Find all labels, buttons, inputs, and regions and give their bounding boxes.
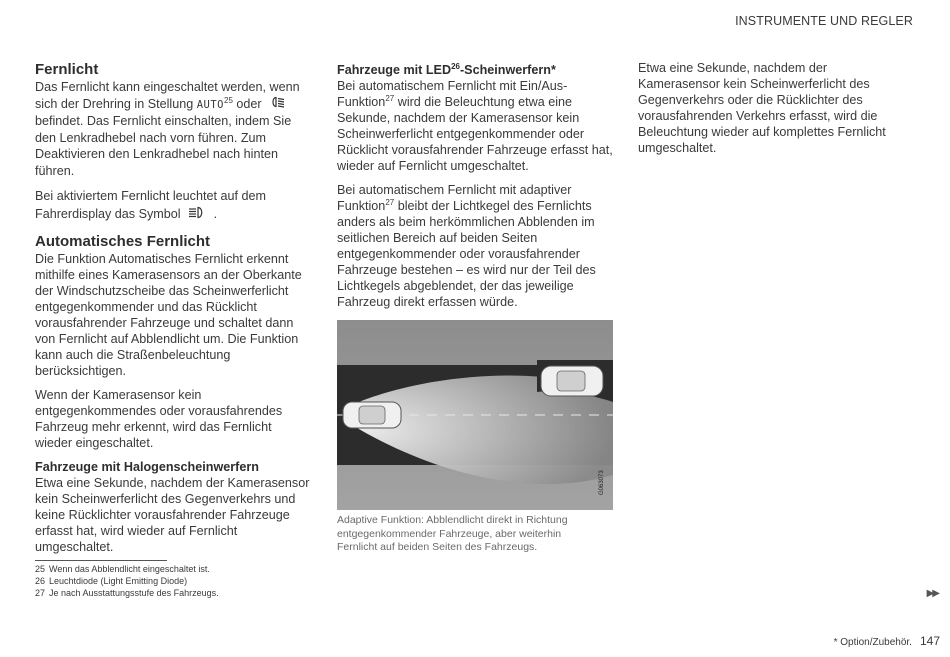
oncoming-car-icon (541, 366, 603, 396)
footnote-text: Je nach Ausstattungsstufe des Fahrzeugs. (49, 588, 219, 598)
paragraph-led-adaptive (337, 182, 613, 310)
heading-halogen: Fahrzeuge mit Halogenscheinwerfern (35, 459, 259, 474)
text: Bei aktiviertem Fernlicht leuchtet auf dem Fahrerdisplay das Symbol (35, 189, 266, 221)
page-footer (834, 634, 940, 648)
paragraph-auto-reactivate: Wenn der Kamerasensor kein entgegenkommendes oder vorausfahrendes Fahrzeug mehr erkennt, wird das Fernlicht wieder eingeschaltet. (35, 387, 283, 450)
text: oder (236, 96, 262, 111)
paragraph-led-return: Etwa eine Sekunde, nachdem der Kamerasensor kein Scheinwerferlicht des Gegenverkehrs oder die Rücklichter des vorausfahrenden Verkehrs erfasst, wird die Beleuchtung wieder auf komplettes Fernlicht umgeschaltet. (638, 61, 886, 155)
footnote-ref-27: 27 (385, 93, 395, 103)
page-number: 147 (919, 634, 940, 648)
footnote-divider (35, 560, 167, 561)
figure-caption: Adaptive Funktion: Abblendlicht direkt in Richtung entgegenkommender Fahrzeuge, aber weiterhin Fernlicht auf beiden Seiten des Fahrzeugs. (337, 514, 568, 553)
paragraph-fernlicht (35, 79, 311, 179)
footnote-number: 25 (35, 564, 46, 574)
footnote-26 (35, 575, 219, 587)
text: befindet. Das Fernlicht einschalten, indem Sie den Lenkradhebel nach vorn führen. Zum Deaktivieren den Lenkradhebel nach hinten führen. (35, 114, 292, 178)
paragraph-led-onoff (337, 78, 613, 174)
paragraph-auto-description: Die Funktion Automatisches Fernlicht erkennt mithilfe eines Kamerasensors an der Oberkante der Windschutzscheibe das Scheinwerferlicht entgegenkommender und das Rücklicht vorausfahrender Fahrzeuge und schaltet dann von Fernlicht auf Abblendlicht um. Die Funktion kann auch die Straßenbeleuchtung berücksichtigen. (35, 251, 302, 378)
footnote-ref-27: 27 (385, 197, 395, 207)
text: wird die Beleuchtung etwa eine Sekunde, nachdem der Kamerasensor kein Scheinwerferlicht entgegenkommender oder Rücklicht vorausfahrender Fahrzeuge erfasst hat, wieder auf Fernlicht umgeschaltet. (337, 95, 613, 173)
figure-code: G063073 (599, 470, 605, 495)
paragraph-halogen: Etwa eine Sekunde, nachdem der Kamerasensor kein Scheinwerferlicht des Gegenverkehrs und keine Rücklichter vorausfahrender Fahrzeuge erfasst hat, wird wieder auf Fernlicht umgeschaltet. (35, 475, 310, 554)
low-beam-position-icon (269, 96, 285, 113)
high-beam-indicator-icon (188, 206, 206, 224)
own-car-icon (343, 402, 401, 428)
text: . (213, 207, 218, 221)
text: Das Fernlicht kann eingeschaltet werden, wenn sich der Drehring in Stellung (35, 80, 300, 111)
column-left (35, 60, 311, 563)
footnote-text: Leuchtdiode (Light Emitting Diode) (49, 576, 188, 586)
heading-led-text: Fahrzeuge mit LED (337, 63, 452, 77)
adaptive-beam-svg (337, 320, 613, 510)
text: Bei automatischem Fernlicht mit adaptiver Funktion (337, 183, 572, 213)
option-note: * Option/Zubehör. (833, 637, 912, 648)
continue-arrows-icon: ▶▶ (926, 588, 938, 599)
adaptive-beam-illustration (337, 320, 613, 510)
heading-fernlicht: Fernlicht (35, 61, 99, 78)
footnote-25 (35, 563, 219, 575)
auto-position-label: AUTO (196, 98, 224, 111)
heading-automatisches-fernlicht: Automatisches Fernlicht (35, 232, 211, 250)
footnote-number: 27 (35, 588, 46, 598)
column-right (638, 60, 900, 164)
footnote-text: Wenn das Abblendlicht eingeschaltet ist. (49, 564, 210, 574)
footnote-ref-26: 26 (451, 61, 460, 71)
heading-led-text-end: -Scheinwerfern* (459, 63, 556, 77)
column-middle (337, 62, 613, 555)
footnote-27 (35, 587, 219, 599)
text: Bei automatischem Fernlicht mit Ein/Aus-Funktion (337, 79, 568, 109)
footnotes (35, 560, 219, 599)
text: bleibt der Lichtkegel des Fernlichts anders als beim herkömmlichen Abblenden im seitlichen Bereich auf beiden Seiten entgegenkommender oder vorausfahrender Fahrzeuge bestehen – es wird nur der Teil des Lichtkegels abgeblendet, der das jeweilige Fahrzeug direkt erfassen würde. (337, 199, 596, 309)
section-header: INSTRUMENTE UND REGLER (735, 14, 913, 28)
heading-led (337, 62, 613, 78)
footnote-ref-25: 25 (224, 95, 233, 105)
paragraph-symbol (35, 187, 311, 224)
footnote-number: 26 (35, 576, 46, 586)
